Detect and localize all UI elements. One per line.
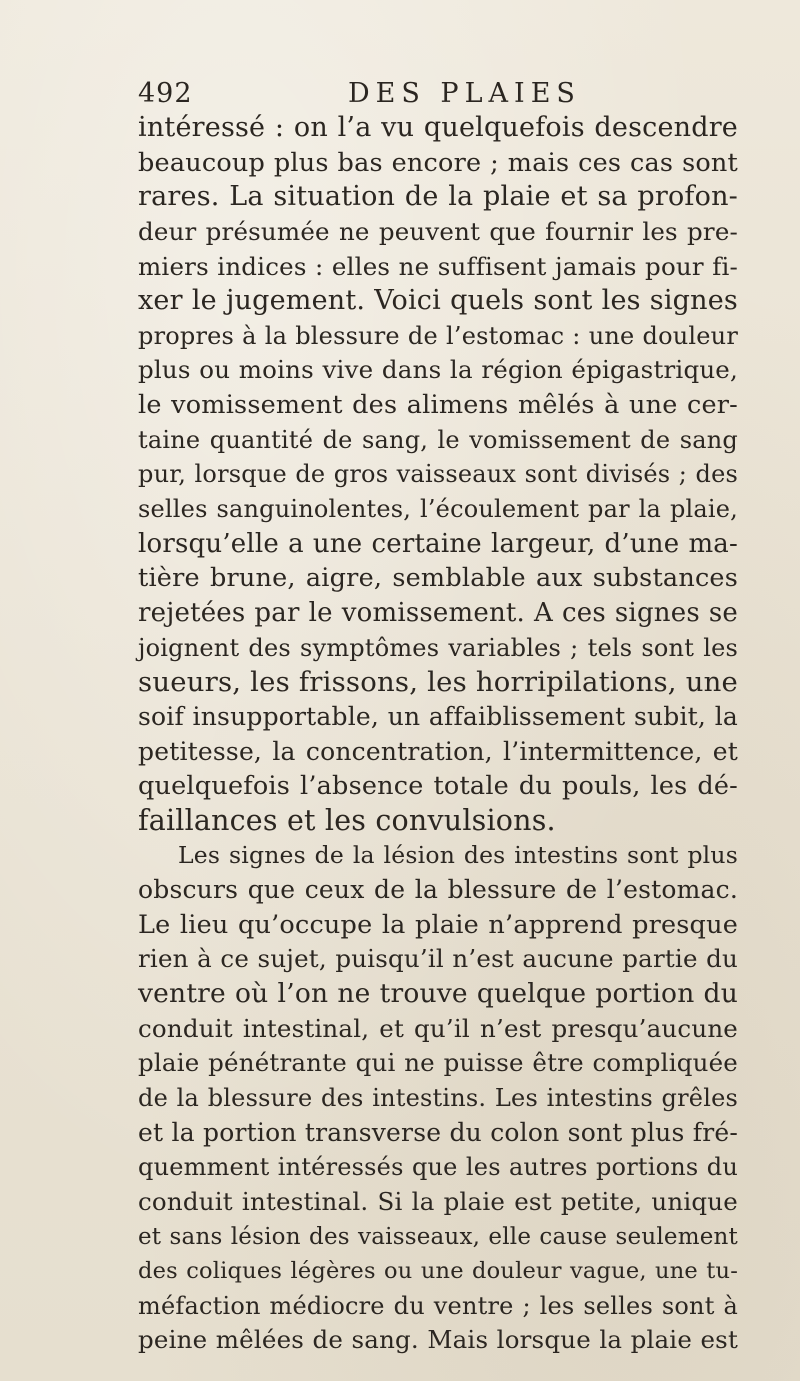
text-line: de la blessure des intestins. Les intestins grêles xyxy=(138,1083,738,1112)
text-line: plaie pénétrante qui ne puisse être compliquée xyxy=(138,1048,738,1078)
text-line: faillances et les convulsions. xyxy=(138,803,556,837)
text-line: beaucoup plus bas encore ; mais ces cas sont xyxy=(138,147,738,178)
text-line: conduit intestinal, et qu’il n’est presqu’aucune xyxy=(138,1013,738,1043)
text-line: quelquefois l’absence totale du pouls, les dé- xyxy=(138,771,738,802)
text-line: rejetées par le vomissement. A ces signes se xyxy=(138,597,738,628)
text-line: obscurs que ceux de la blessure de l’estomac. xyxy=(138,875,738,905)
text-line: xer le jugement. Voici quels sont les signes xyxy=(138,285,738,317)
running-title: DES PLAIES xyxy=(348,78,581,109)
text-line: quemment intéressés que les autres portions du xyxy=(138,1153,738,1182)
text-line: rares. La situation de la plaie et sa profon- xyxy=(138,181,738,213)
text-line: et la portion transverse du colon sont plus fré- xyxy=(138,1117,738,1147)
paragraph-start-line: Les signes de la lésion des intestins sont plus xyxy=(178,841,738,870)
text-line: propres à la blessure de l’estomac : une douleur xyxy=(138,321,738,350)
text-line: pur, lorsque de gros vaisseaux sont divisés ; des xyxy=(138,460,738,489)
text-line: plus ou moins vive dans la région épigastrique, xyxy=(138,355,738,385)
text-line: Le lieu qu’occupe la plaie n’apprend presque xyxy=(138,909,738,940)
text-line: deur présumée ne peuvent que fournir les pre- xyxy=(138,216,738,246)
text-line: petitesse, la concentration, l’intermittence, et xyxy=(138,736,738,766)
text-line: sueurs, les frissons, les horripilations, une xyxy=(138,666,738,699)
text-line: miers indices : elles ne suffisent jamais pour fi- xyxy=(138,251,738,281)
text-line: rien à ce sujet, puisqu’il n’est aucune partie du xyxy=(138,944,738,974)
text-line: tière brune, aigre, semblable aux substances xyxy=(138,563,738,594)
text-line: taine quantité de sang, le vomissement de sang xyxy=(138,425,738,454)
text-line: selles sanguinolentes, l’écoulement par la plaie, xyxy=(138,495,738,524)
text-line: le vomissement des alimens mêlés à une cer- xyxy=(138,390,738,421)
page-number: 492 xyxy=(138,78,193,109)
body-text xyxy=(138,111,738,1358)
running-head xyxy=(0,74,800,114)
text-line: ventre où l’on ne trouve quelque portion du xyxy=(138,978,738,1010)
text-line: joignent des symptômes variables ; tels sont les xyxy=(138,633,738,662)
text-line: des coliques légères ou une douleur vague, une tu- xyxy=(138,1258,738,1285)
text-line: conduit intestinal. Si la plaie est petite, unique xyxy=(138,1186,738,1216)
text-line: et sans lésion des vaisseaux, elle cause seulement xyxy=(138,1223,738,1250)
text-line: méfaction médiocre du ventre ; les selles sont à xyxy=(138,1291,738,1320)
text-line: peine mêlées de sang. Mais lorsque la plaie est xyxy=(138,1325,738,1355)
text-line: soif insupportable, un affaiblissement subit, la xyxy=(138,701,738,731)
text-line: lorsqu’elle a une certaine largeur, d’une ma- xyxy=(138,528,738,559)
text-line: intéressé : on l’a vu quelquefois descendre xyxy=(138,112,738,143)
